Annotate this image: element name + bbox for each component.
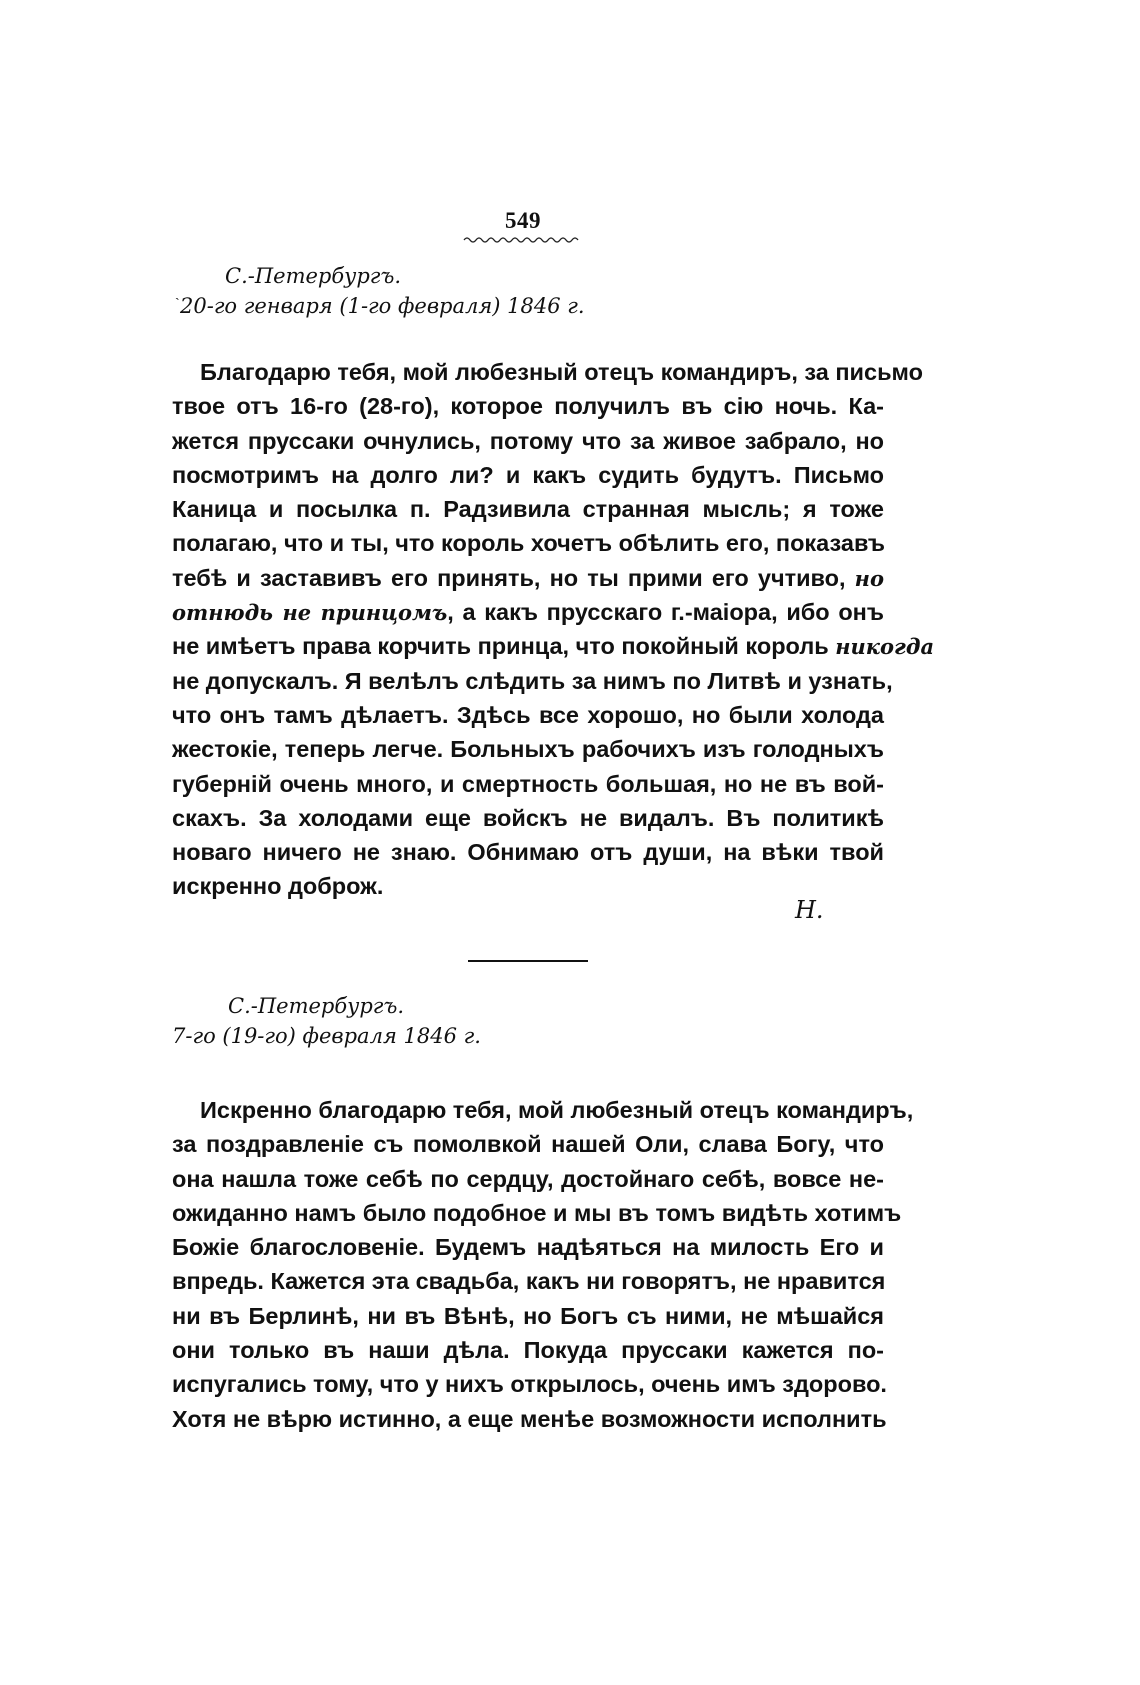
line-text: твое отъ 16-го (28-го), которое получилъ въ сію ночь. Ка-	[172, 393, 884, 420]
letter1-line	[172, 526, 884, 560]
line-text: скахъ. За холодами еще войскъ не видалъ. Въ политикѣ	[172, 804, 884, 831]
emphasized-text: никогда	[835, 634, 935, 660]
letter2-line	[172, 1162, 884, 1196]
line-text: новаго ничего не знаю. Обнимаю отъ души, на вѣки твой	[172, 839, 884, 866]
letter1-line	[172, 595, 884, 629]
letter2-body	[172, 1093, 914, 1436]
letter2-line	[172, 1264, 884, 1298]
letter1-date-line	[180, 292, 585, 321]
letter1-line	[172, 732, 884, 766]
page-number: 549	[505, 208, 541, 233]
line-text: посмотримъ на долго ли? и какъ судить будутъ. Письмо	[172, 461, 884, 488]
letter1-line	[172, 801, 884, 835]
letter2-line	[172, 1367, 887, 1401]
line-text: жестокіе, теперь легче. Больныхъ рабочихъ изъ голодныхъ	[172, 736, 884, 763]
letter2-date-line	[172, 1022, 481, 1051]
line-text: испугались тому, что у нихъ открылось, очень имъ здорово.	[172, 1371, 887, 1398]
line-text: впредь. Кажется эта свадьба, какъ ни говорятъ, не нравится	[172, 1268, 886, 1295]
letter1-line	[172, 561, 884, 595]
letter1-line	[172, 698, 884, 732]
letter2-line	[172, 1127, 884, 1161]
letter1-line	[172, 424, 884, 458]
line-text: искренно доброж.	[172, 873, 384, 900]
line-text: Искренно благодарю тебя, мой любезный отецъ командиръ,	[200, 1097, 914, 1123]
line-text: она нашла тоже себѣ по сердцу, достойнаго себѣ, вовсе не-	[172, 1165, 884, 1192]
line-text: Божіе благословеніе. Будемъ надѣяться на милость Его и	[172, 1234, 884, 1261]
letter2-line	[172, 1230, 884, 1264]
letter1-line	[172, 835, 884, 869]
stray-mark: ˏ	[175, 285, 180, 301]
letter1-place: С.-Петербургъ.	[225, 264, 402, 288]
line-text: не имѣетъ права корчить принца, что покойный король	[172, 633, 836, 660]
line-text: Благодарю тебя, мой любезный отецъ командиръ, за письмо	[200, 359, 923, 385]
line-text: , а какъ прусскаго г.-маіора, ибо онъ	[447, 599, 884, 626]
line-text: полагаю, что и ты, что король хочетъ обѣлить его, показавъ	[172, 530, 885, 557]
line-text: за поздравленіе съ помолвкой нашей Оли, слава Богу, что	[172, 1131, 884, 1158]
line-text: тебѣ и заставивъ его принять, но ты прими его учтиво,	[172, 564, 855, 591]
letter1-line	[172, 355, 923, 389]
line-text: что онъ тамъ дѣлаетъ. Здѣсь все хорошо, но были холода	[172, 701, 884, 728]
line-text: Хотя не вѣрю истинно, а еще менѣе возможности исполнить	[172, 1405, 887, 1432]
letter1-dateline	[225, 262, 401, 291]
letter2-line	[172, 1299, 884, 1333]
letter2-line	[172, 1093, 914, 1127]
letter2-date: 7-го (19-го) февраля 1846 г.	[172, 1024, 481, 1048]
letter2-dateline	[228, 992, 404, 1021]
letter1-line	[172, 767, 884, 801]
line-text: они только въ наши дѣла. Покуда пруссаки кажется по-	[172, 1337, 884, 1364]
letter1-signature: Н.	[795, 896, 824, 924]
letter1-line	[172, 869, 884, 903]
section-divider	[468, 960, 588, 962]
letter2-line	[172, 1196, 902, 1230]
emphasized-text: отнюдь не принцомъ	[172, 600, 448, 626]
letter1-line	[172, 458, 884, 492]
ornamental-wavy-rule	[462, 235, 582, 245]
letter2-place: С.-Петербургъ.	[228, 994, 405, 1018]
letter1-line	[172, 389, 884, 423]
line-text: Каница и посылка п. Радзивила странная мысль; я тоже	[172, 496, 884, 523]
letter1-body	[172, 355, 935, 904]
line-text: ожиданно намъ было подобное и мы въ томъ видѣть хотимъ	[172, 1199, 902, 1226]
line-text: губерній очень много, и смертность большая, но не въ вой-	[172, 770, 884, 797]
emphasized-text: но	[854, 565, 884, 591]
letter2-line	[172, 1333, 884, 1367]
letter1-line	[172, 492, 884, 526]
line-text: ни въ Берлинѣ, ни въ Вѣнѣ, но Богъ съ ними, не мѣшайся	[172, 1302, 884, 1329]
letter1-date: 20-го генваря (1-го февраля) 1846 г.	[180, 294, 585, 318]
line-text: не допускалъ. Я велѣлъ слѣдить за нимъ по Литвѣ и узнать,	[172, 667, 893, 694]
line-text: жется пруссаки очнулись, потому что за живое забрало, но	[172, 427, 884, 454]
letter1-line	[172, 664, 893, 698]
letter2-line	[172, 1402, 887, 1436]
letter1-line	[172, 629, 935, 663]
